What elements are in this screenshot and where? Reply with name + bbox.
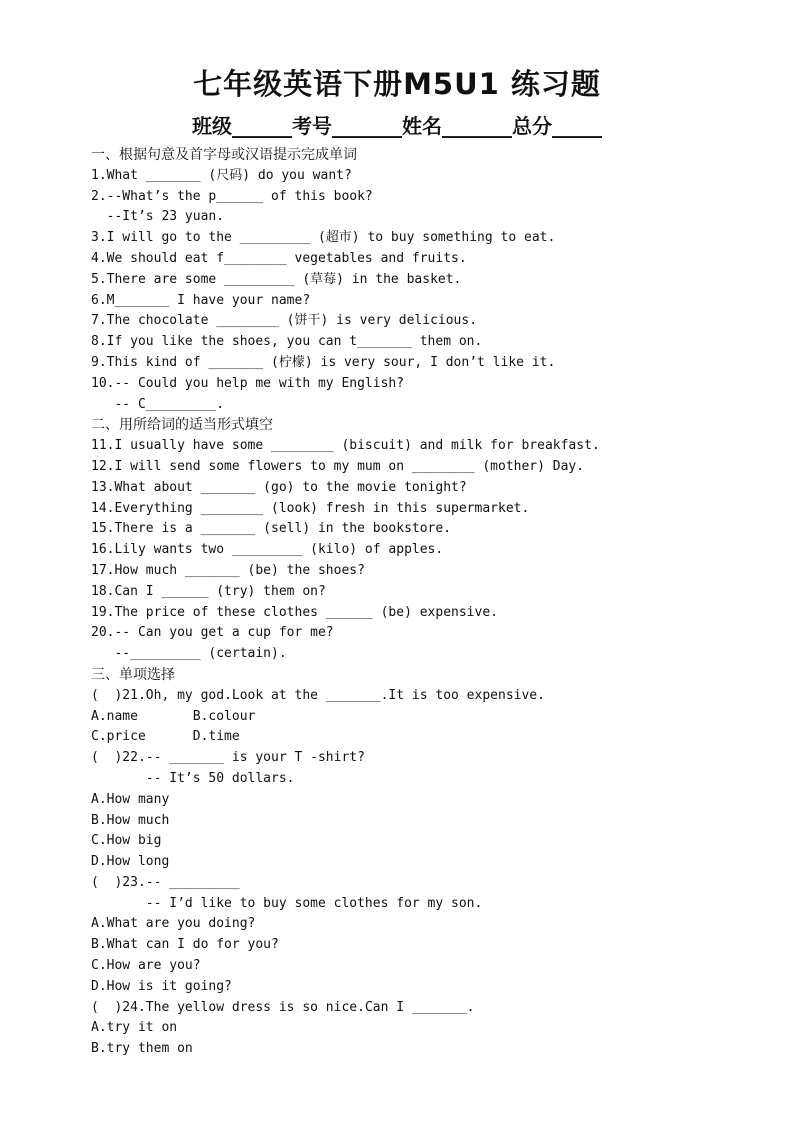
question-line: 2.--What’s the p______ of this book? — [91, 188, 373, 204]
section-heading: 三、单项选择 — [91, 666, 175, 683]
question-line: A.try it on — [91, 1020, 178, 1036]
question-line: ( )21.Oh, my god.Look at the _______.It is too expensive. — [91, 687, 545, 703]
question-line: 6.M_______ I have your name? — [91, 292, 311, 308]
question-line: 16.Lily wants two _________ (kilo) of apples. — [91, 542, 444, 558]
question-line: 11.I usually have some ________ (biscuit) and milk for breakfast. — [91, 438, 600, 454]
question-line: ( )24.The yellow dress is so nice.Can I _______. — [91, 999, 475, 1015]
question-line: 19.The price of these clothes ______ (be) expensive. — [91, 604, 498, 620]
question-line: 10.-- Could you help me with my English? — [91, 375, 405, 391]
question-line: D.How is it going? — [91, 978, 232, 994]
question-line: -- I’d like to buy some clothes for my son. — [91, 895, 483, 911]
question-line: -- It’s 50 dollars. — [91, 770, 295, 786]
question-line: 12.I will send some flowers to my mum on ________ (mother) Day. — [91, 458, 585, 474]
question-line: A.name B.colour — [91, 708, 256, 724]
question-line: --It’s 23 yuan. — [91, 209, 225, 225]
question-line: 1.What _______ (尺码) do you want? — [91, 167, 352, 183]
question-line: B.try them on — [91, 1041, 193, 1057]
question-line: 20.-- Can you get a cup for me? — [91, 625, 334, 641]
question-line: 14.Everything ________ (look) fresh in this supermarket. — [91, 500, 530, 516]
question-line: A.How many — [91, 791, 170, 807]
student-info-line: 班级______考号_______姓名_______总分_____ — [192, 114, 602, 138]
question-line: 4.We should eat f________ vegetables and fruits. — [91, 250, 467, 266]
question-line: 15.There is a _______ (sell) in the bookstore. — [91, 521, 452, 537]
question-line: C.How are you? — [91, 958, 201, 974]
question-line: --_________ (certain). — [91, 646, 287, 662]
question-line: 17.How much _______ (be) the shoes? — [91, 562, 365, 578]
section-heading: 一、根据句意及首字母或汉语提示完成单词 — [91, 147, 357, 163]
question-line: C.price D.time — [91, 729, 240, 745]
question-line: 9.This kind of _______ (柠檬) is very sour, I don’t like it. — [91, 354, 556, 370]
question-line: 3.I will go to the _________ (超市) to buy something to eat. — [91, 230, 556, 246]
question-line: -- C_________. — [91, 396, 225, 412]
section-heading: 二、用所给词的适当形式填空 — [91, 417, 273, 434]
question-line: B.What can I do for you? — [91, 937, 279, 953]
question-line: B.How much — [91, 812, 170, 828]
question-line: ( )23.-- _________ — [91, 874, 240, 890]
question-line: 5.There are some _________ (草莓) in the basket. — [91, 271, 462, 287]
page-title: 七年级英语下册M5U1 练习题 — [193, 67, 601, 101]
question-line: 7.The chocolate ________ (饼干) is very delicious. — [91, 313, 478, 329]
question-line: ( )22.-- _______ is your T -shirt? — [91, 750, 365, 766]
question-list — [91, 145, 771, 1060]
question-line: A.What are you doing? — [91, 916, 256, 932]
question-line: 13.What about _______ (go) to the movie tonight? — [91, 479, 467, 495]
question-line: C.How big — [91, 833, 162, 849]
question-line: 18.Can I ______ (try) them on? — [91, 583, 326, 599]
question-line: 8.If you like the shoes, you can t_______ them on. — [91, 334, 483, 350]
question-line: D.How long — [91, 854, 170, 870]
